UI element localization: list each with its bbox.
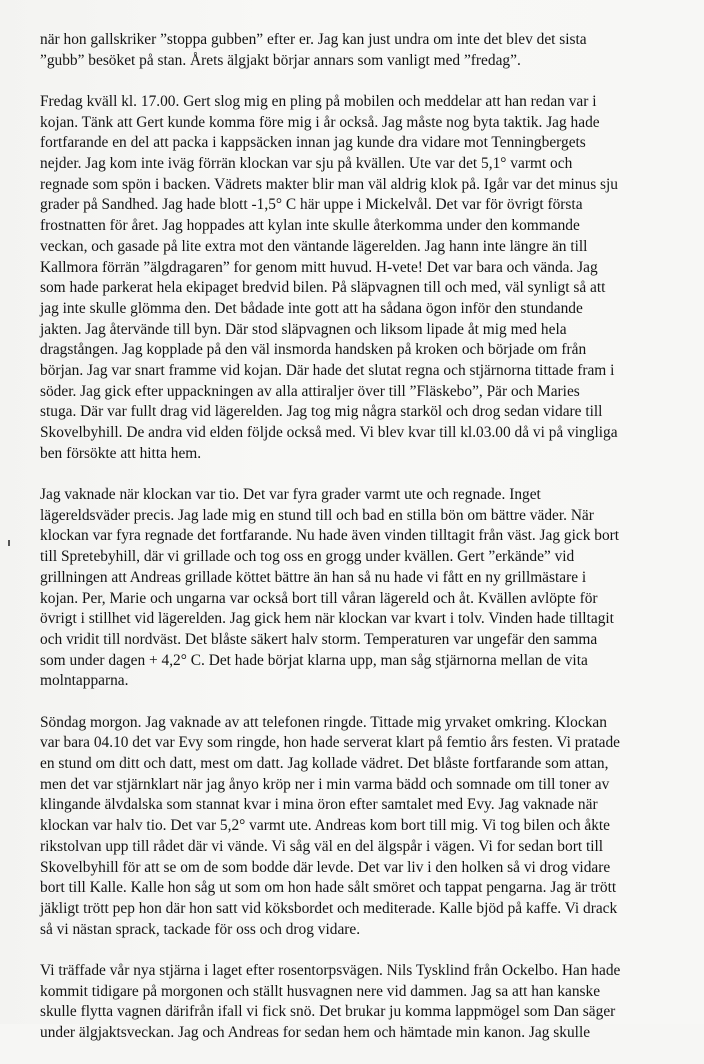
- text-line: var bara 04.10 det var Evy som ringde, hon hade serverat klart på femtio års festen. Vi pratade: [40, 734, 621, 752]
- text-line: kojan. Per, Marie och ungarna var också bort till våran lägereld och åt. Kvällen avlöpte för: [40, 589, 598, 607]
- text-line: stuga. Där var fullt drag vid lägerelden. Jag tog mig några starköl och drog sedan vidare till: [40, 403, 603, 421]
- text-line: kojan. Tänk att Gert kunde komma före mig i år också. Jag måste nog byta taktik. Jag hade: [40, 113, 600, 131]
- text-line: frostnatten för året. Jag hoppades att kylan inte skulle återkomma under den kommande: [40, 217, 580, 235]
- text-line: under älgjaktsveckan. Jag och Andreas for sedan hem och hämtade min kanon. Jag skulle: [40, 1023, 591, 1041]
- text-line: jag inte skulle glömma den. Det bådade inte gott att ha sådana ögon inför den stundande: [40, 299, 583, 317]
- text-line: klockan var fyra regnade det fortfarande. Nu hade även vinden tilltagit från väst. Jag gick bort: [40, 527, 620, 545]
- text-line: fortfarande en del att packa i kappsäcken innan jag kunde dra vidare mot Tenningbergets: [40, 134, 586, 152]
- document-body: [40, 30, 680, 1064]
- text-line: grillningen att Andreas grillade köttet bättre än han så nu hade vi fått en ny grillmästare i: [40, 568, 587, 586]
- text-line: jakten. Jag återvände till byn. Där stod släpvagnen och liksom lipade åt mig med hela: [40, 320, 567, 338]
- text-line: en stund om ditt och datt, mest om datt. Jag kollade vädret. Det blåste fortfarande som attan,: [40, 755, 609, 772]
- text-line: kommit tidigare på morgonen och ställt husvagnen nere vid dammen. Jag sa att han kanske: [40, 982, 601, 1000]
- text-line: Fredag kväll kl. 17.00. Gert slog mig en pling på mobilen och meddelar att han redan var i: [40, 92, 597, 110]
- text-line: klingande älvdalska som stannat kvar i mina öron efter samtalet med Evy. Jag vaknade när: [40, 796, 598, 814]
- text-line: dragstången. Jag kopplade på den väl insmorda handsken på kroken och började om från: [40, 341, 587, 359]
- margin-mark: [8, 540, 10, 546]
- text-line: Skovelbyhill för att se om de som bodde där levde. Det var liv i den holken så vi drog vidare: [40, 858, 611, 876]
- text-line: som hade parkerat hela ekipaget bredvid bilen. På släpvagnen till och med, väl synligt så att: [40, 279, 606, 297]
- text-line: till Spretebyhill, där vi grillade och tog oss en grogg under kvällen. Gert ”erkände” vid: [40, 548, 575, 566]
- text-line: ben försökte att hitta hem.: [40, 444, 202, 462]
- text-line: bort till Kalle. Kalle hon såg ut som om hon hade sålt smöret och tappat pengarna. Jag är trött: [40, 879, 617, 897]
- paragraph: [40, 713, 680, 941]
- text-line: Kallmora förrän ”älgdragaren” for genom mitt huvud. H-vete! Det var bara och vända. Jag: [40, 258, 598, 276]
- text-line: jäkligt trött pep hon där hon satt vid köksbordet och mediterade. Kalle bjöd på kaffe. Vi drack: [40, 899, 618, 917]
- text-line: början. Jag var snart framme vid kojan. Där hade det slutat regna och stjärnorna tittade fram i: [40, 362, 615, 380]
- paragraph: [40, 30, 680, 71]
- text-line: grader på Sandhed. Jag hade blott -1,5° C här uppe i Mickelvål. Det var för övrigt första: [40, 196, 583, 214]
- text-line: när hon gallskriker ”stoppa gubben” efter er. Jag kan just undra om inte det blev det sista: [40, 31, 587, 48]
- text-line: nejder. Jag kom inte iväg förrän klockan var sju på kvällen. Ute var det 5,1° varmt och: [40, 155, 573, 173]
- text-line: så vi nästan sprack, tackade för oss och drog vidare.: [40, 920, 361, 938]
- text-line: övrigt i stillhet vid lägerelden. Jag gick hem när klockan var kvart i tolv. Vinden hade tilltagit: [40, 610, 614, 628]
- paragraph: [40, 485, 680, 692]
- text-line: men det var stjärnklart när jag ånyo kröp ner i min varma bädd och somnade om till toner av: [40, 775, 610, 793]
- text-line: skulle flytta vagnen därifrån ifall vi fick snö. Det brukar ju komma lappmögel som Dan säger: [40, 1003, 616, 1021]
- text-line: klockan var halv tio. Det var 5,2° varmt ute. Andreas kom bort till mig. Vi tog bilen och åkte: [40, 817, 611, 835]
- paragraph: [40, 961, 680, 1044]
- paragraph: [40, 92, 680, 465]
- text-line: Vi träffade vår nya stjärna i laget efter rosentorpsvägen. Nils Tysklind från Ockelbo. Han hade: [40, 961, 621, 979]
- text-line: rikstolvan upp till rådet där vi vände. Vi såg väl en del älgspår i vägen. Vi for sedan bort till: [40, 837, 604, 855]
- text-line: Söndag morgon. Jag vaknade av att telefonen ringde. Tittade mig yrvaket omkring. Klockan: [40, 713, 607, 731]
- text-line: och vridit till nordväst. Det blåste säkert halv storm. Temperaturen var ungefär den samma: [40, 630, 598, 648]
- text-line: molntapparna.: [40, 672, 129, 690]
- text-line: veckan, och gasade på lite extra mot den väntande lägerelden. Jag hann inte längre än till: [40, 237, 588, 255]
- text-line: söder. Jag gick efter uppackningen av alla attiraljer över till ”Fläskebo”, Pär och Maries: [40, 382, 580, 400]
- text-line: Jag vaknade när klockan var tio. Det var fyra grader varmt ute och regnade. Inget: [40, 486, 541, 504]
- text-line: lägereldsväder precis. Jag lade mig en stund till och bad en stilla bön om bättre väder. När: [40, 506, 594, 524]
- text-line: ”gubb” besöket på stan. Årets älgjakt börjar annars som vanligt med ”fredag”.: [40, 51, 521, 69]
- text-line: som under dagen + 4,2° C. Det hade börjat klarna upp, man såg stjärnorna mellan de vita: [40, 651, 588, 669]
- text-line: regnade som spön i backen. Vädrets makter blir man väl aldrig klok på. Igår var det minus sju: [40, 175, 618, 193]
- text-line: Skovelbyhill. De andra vid elden följde också med. Vi blev kvar till kl.03.00 då vi på vingliga: [40, 424, 618, 442]
